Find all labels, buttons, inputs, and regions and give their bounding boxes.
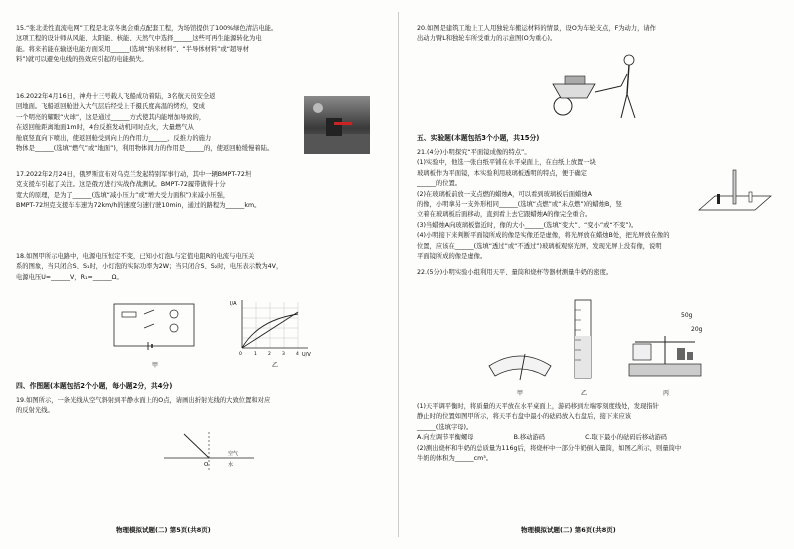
q17-line: 克支援车引起了关注。这是俄方进行实战作战测试。BMPT-72履带做得十分	[16, 181, 226, 189]
figure-label-jia: 甲	[517, 390, 524, 397]
graduated-cylinder-figure	[565, 296, 605, 384]
circuit-diagram	[104, 298, 204, 358]
figure-label-yi: 乙	[581, 390, 588, 397]
q22-line: 静止时的位置如图甲所示，将天平右盘中最小的砝码放入右盘后，接下来应该	[417, 413, 632, 421]
question-20	[417, 24, 787, 45]
option-b: B.移动游码	[513, 434, 546, 442]
q16-line: 在返回舱距离地面1m时，4台反推发动机同时点火，大量燃气从	[16, 124, 194, 132]
q21-line: 的像，小明拿另一支外形相同______(选填“点燃”或“未点燃”)的蜡烛B，竖	[417, 201, 622, 209]
q17-line: 宽大的原理，是为了______(选填“减小压力”或“增大受力面积”)来减小压强，	[16, 191, 230, 199]
q21-line: 位置，应该在______(选填“透过”或“不透过”)玻璃板观察光屏，发现光屏上没有像，说明	[417, 242, 662, 250]
q22-line: ______(选填字母)。	[417, 423, 473, 431]
q21-line: 平面镜所成的像是虚像。	[417, 253, 487, 261]
graph-xlabel: U/V	[302, 352, 311, 358]
refraction-diagram	[154, 424, 264, 474]
question-16	[16, 92, 306, 154]
q22-line: (2)测出烧杯和牛奶的总质量为116g后，将烧杯中一部分牛奶倒入量筒，如图乙所示，则量筒中	[417, 444, 682, 452]
q16-line: 回地面。飞船返回舱进入大气层后经受上千摄氏度高温的烤灼，变成	[16, 103, 205, 111]
options-row	[417, 433, 787, 443]
q16-line: 一个明亮的耀眼“火球”，这是通过______方式使其内能增加导致的，	[16, 113, 206, 121]
question-15	[16, 24, 386, 66]
q15-line: 能。将来若能在输送电能方面采用______(选填“纳米材料”、“半导体材料”或“超导材	[16, 45, 249, 53]
q21-line: (2)在玻璃板前放一支点燃的蜡烛A，可以看到玻璃板后面蜡烛A	[417, 190, 592, 198]
mirror-setup-diagram	[695, 164, 775, 222]
weight-50g: 50g	[681, 312, 693, 319]
water-label: 水	[228, 462, 234, 468]
q21-line: 立着在玻璃板后面移动，直到看上去它跟蜡烛A的像完全重合。	[417, 211, 592, 219]
q16-line: 16.2022年4月16日，神舟十三号载人飞船成功着陆，3名航天员安全返	[16, 93, 216, 100]
x-tick: 1	[254, 352, 257, 357]
question-17	[16, 170, 386, 212]
footer-page-5: 物理模拟试题(二) 第5页(共8页)	[116, 526, 211, 534]
q22-line: 牛奶的体积为______cm³。	[417, 455, 493, 463]
worker-head	[624, 55, 634, 65]
q16-line: 舱底竖直向下喷出，使返回舱受到向上的作用力______，反推力的施力	[16, 134, 212, 142]
graph-ylabel: I/A	[230, 301, 237, 307]
q21-line: (3)当蜡烛A向玻璃板靠近时，像的大小______(选填“变大”、“变小”或“不变”)。	[417, 221, 638, 229]
q21-line: ______的位置。	[417, 180, 462, 188]
option-a: A.向左调节平衡螺母	[417, 434, 474, 442]
q16-line: 物体是______(选填“燃气”或“地面”)，利用物体间力的作用是______的，使返回舱缓慢着陆。	[16, 145, 274, 153]
air-label: 空气	[228, 451, 239, 457]
section-4-heading: 四、作图题(本题包括2个小题，每小题2分，共4分)	[16, 382, 173, 390]
x-tick: 0	[239, 352, 242, 357]
option-c: C.取下最小的砝码后移动游码	[585, 434, 668, 442]
iu-graph	[228, 298, 318, 362]
x-tick: 2	[268, 352, 271, 357]
q18-line: 电源电压U=______V，R₁=______Ω。	[16, 273, 123, 281]
q21-line: (1)实验中，他选一张白纸平铺在水平桌面上，在白纸上放置一块	[417, 159, 596, 167]
q20-line: 20.如图是建筑工地上工人用独轮车搬运材料的情景，设O为车轮支点，F为动力，请作	[417, 25, 656, 32]
balance-dial-figure	[485, 340, 555, 384]
q22-line: (1)天平调平衡时，将质量的天平放在水平桌面上，游码移到左端零刻度线处，发现指针	[417, 403, 659, 410]
question-19	[16, 396, 386, 417]
q15-line: 15.“张北柔性直流电网”工程是北京冬奥会重点配套工程，为场馆提供了100%绿色清洁电能。	[16, 25, 278, 32]
q19-line: 19.如图所示，一条光线从空气斜射到平静水面上的O点，请画出折射光线的大致位置和对应	[16, 397, 271, 404]
capsule-landing-image	[304, 96, 370, 154]
q18-line: 18.如图甲所示电路中，电源电压恒定不变，已知小灯泡L与定值电阻R的电流与电压关	[16, 253, 255, 260]
page-divider	[398, 12, 399, 537]
question-22	[417, 268, 787, 278]
point-o: O	[204, 462, 209, 468]
q18-line: 系的图象，当只闭合S、S₁时，小灯泡的实际功率为2W；当只闭合S、S₂时，电压表示数为4V，	[16, 263, 283, 271]
q21-line: 21.(4分)小明探究“平面镜成像的特点”。	[417, 149, 531, 156]
figure-label-bing: 丙	[663, 390, 670, 397]
page-5	[4, 0, 389, 549]
q20-line: 出动力臂L和独轮车所受重力的示意图(O为重心)。	[417, 35, 557, 43]
q17-line: BMPT-72坦克支援车车速为72km/h的速度匀速行驶10min，通过的路程为______km。	[16, 202, 261, 210]
x-tick: 3	[282, 352, 285, 357]
figure-label-jia: 甲	[152, 362, 159, 369]
question-22-part-1	[417, 402, 787, 464]
q21-line: 玻璃板作为平面镜，本实验利用玻璃板透明的特点，便于确定	[417, 169, 588, 177]
weight-20g: 20g	[691, 326, 703, 333]
footer-page-6: 物理模拟试题(二) 第6页(共8页)	[521, 526, 616, 534]
q22-line: 22.(5分)小明实验小组利用天平、量筒和烧杯等器材测量牛奶的密度。	[417, 269, 613, 276]
page-6	[405, 0, 790, 549]
question-18	[16, 252, 386, 283]
x-tick: 4	[296, 352, 299, 357]
q21-line: (4)小明接下来判断平面镜所成的像是实像还是虚像，将光屏放在蜡烛B处，把光屏放在像的	[417, 232, 670, 240]
section-5-heading: 五、实验题(本题包括3个小题，共15分)	[417, 134, 540, 142]
q17-line: 17.2022年2月24日，俄罗斯宣布对乌克兰发起特别军事行动，其中一辆BMPT-72坦	[16, 171, 252, 178]
wheelbarrow-diagram	[535, 52, 645, 122]
q15-line: 料”)就可以避免电线的热效应引起的电能损失。	[16, 56, 148, 64]
figure-label-yi: 乙	[272, 362, 279, 369]
question-21	[417, 148, 687, 262]
q15-line: 这项工程的设计师从风能、太阳能、核能、天然气中选择______这些可再生能源转化为电	[16, 35, 262, 43]
capsule-landing-photo	[304, 96, 370, 154]
q19-line: 的反射光线。	[16, 407, 54, 415]
